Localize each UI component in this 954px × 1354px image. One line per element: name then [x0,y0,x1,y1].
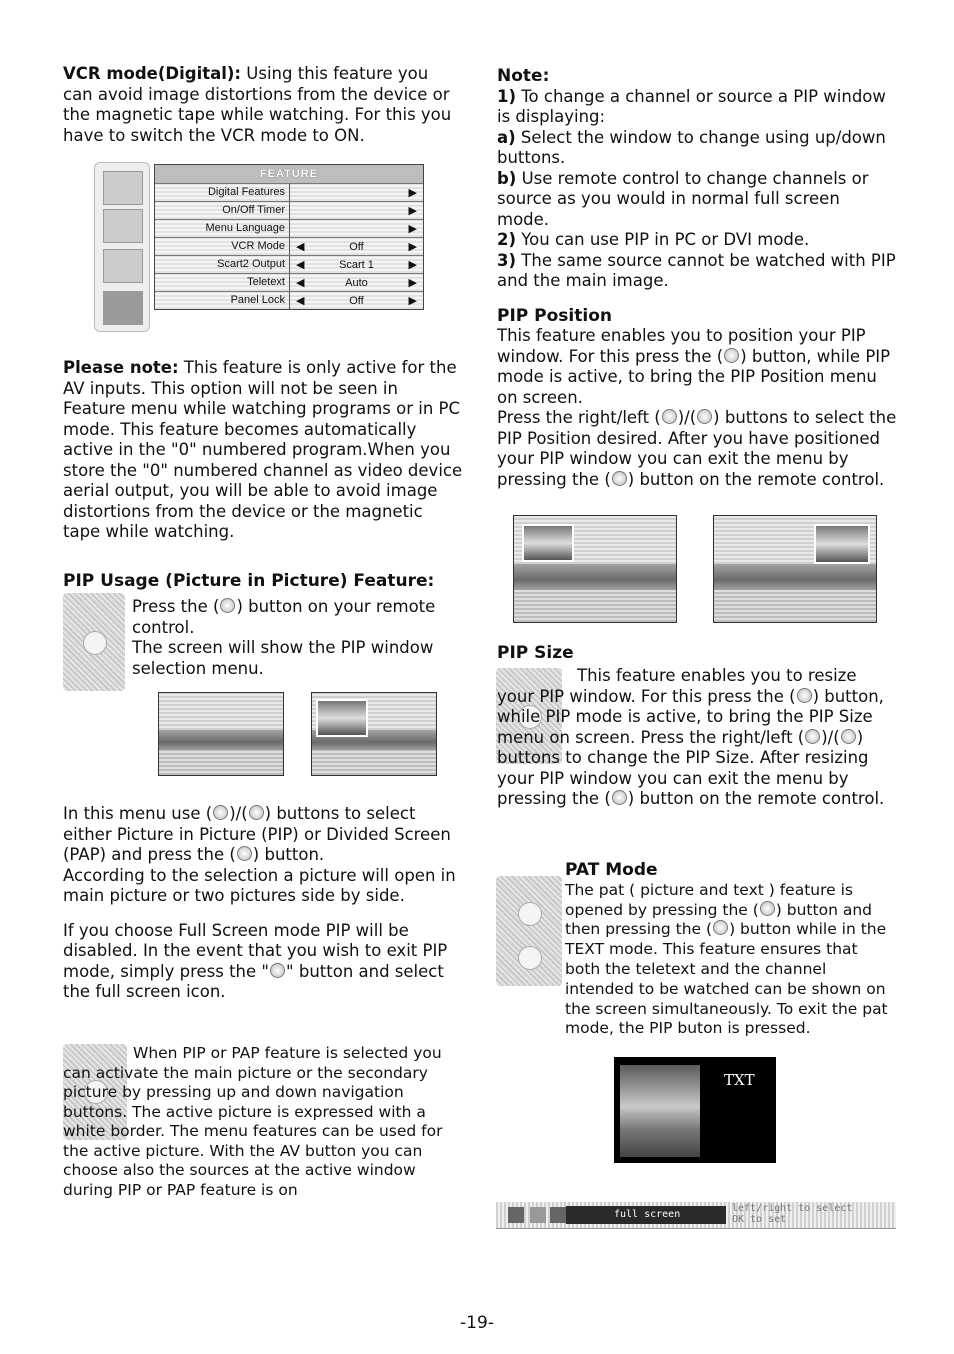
pat-c: ) button while in the TEXT mode. This feature ensures that both the teletext and the channel intended to be watched can be shown on the screen simultaneously. To exit the pat mode, the PIP buton is pressed. [565,920,888,1038]
arrow-left-icon[interactable]: ◀ [296,241,305,253]
menu-row-value [290,238,423,255]
menu-use-d: ) button. [252,845,325,864]
pat-icon-1 [518,902,542,926]
menu-row[interactable] [155,255,423,273]
menu-row-label: Menu Language [155,220,290,237]
install-icon [103,249,143,283]
pos-b: ) button, while PIP mode is active, to bring the PIP Position menu on screen. [497,346,891,407]
feature-menu [90,162,426,330]
pip-usage-t2: The screen will show the PIP window selection menu. [132,638,434,678]
note-heading: Note: [497,66,550,86]
tv-screenshot-position-1 [513,515,677,623]
left-arrow-icon [213,805,228,820]
pip-position-heading: PIP Position [497,305,612,326]
menu-icon [612,471,627,486]
menu-row[interactable] [155,237,423,255]
note-item-b-num: b) [497,168,517,188]
pip-size-text [497,666,897,810]
arrow-right-icon[interactable]: ▶ [408,259,417,271]
menu-row-label: Scart2 Output [155,256,290,273]
right-arrow-icon [249,805,264,820]
water-area [714,590,876,622]
note-item-2-num: 2) [497,230,517,249]
pos-d: )/( [677,408,697,427]
menu-icon-strip [94,162,150,332]
menu-row[interactable] [155,183,423,201]
pip-icon [220,598,235,613]
picture-icon [103,171,143,205]
pip-size-heading: PIP Size [497,643,574,663]
full-screen-label: full screen [566,1206,726,1224]
right-arrow-icon [805,729,820,744]
note-item-a: Select the window to change using up/down buttons. [497,127,886,167]
pat-picture [620,1065,700,1157]
left-arrow-icon [697,409,712,424]
note-item-3-num: 3) [497,250,517,270]
arrow-left-icon[interactable]: ◀ [296,259,305,271]
feature-icon [103,291,143,325]
pip-usage-heading: PIP Usage (Picture in Picture) Feature: [63,571,435,591]
pos-c: Press the right/left ( [497,408,661,427]
arrow-right-icon[interactable]: ▶ [408,187,417,199]
pos-a: This feature enables you to position your PIP window. For this press the ( [497,326,866,366]
active-block [63,1044,463,1200]
arrow-right-icon[interactable]: ▶ [408,277,417,289]
sound-icon [103,209,143,243]
arrow-right-icon[interactable]: ▶ [408,223,417,235]
menu-row[interactable] [155,291,423,309]
menu-row[interactable] [155,201,423,219]
menu-row-value [290,256,423,273]
menu-row-value [290,274,423,291]
please-note-paragraph [63,358,463,543]
pap-mode-icon [530,1207,546,1223]
active-text: When PIP or PAP feature is selected you can activate the main picture or the secondary picture by pressing up and down navigation buttons. The active picture is expressed with a white border. The menu features can be used for the active picture. With the AV button you can choose also the sources at the active window during PIP or PAP feature is on [63,1044,443,1199]
sky-area [159,693,283,730]
menu-header: FEATURE [155,165,423,183]
left-arrow-icon [841,729,856,744]
size-d: ) buttons to change the PIP Size. After resizing your PIP window you can exit the menu by pressing the ( [497,727,869,808]
menu-row-value [290,202,423,219]
please-note-heading: Please note: [63,358,179,377]
remote-pip-button-icon [63,593,125,691]
pip-usage-heading-wrap [63,571,473,592]
pat-b: ) button and then pressing the ( [565,900,872,939]
vcr-paragraph [63,64,463,146]
bar-hint-1: left/right to select [732,1203,853,1214]
pat-heading: PAT Mode [565,860,658,880]
bar-hint-2: OK to set [732,1214,787,1225]
menu-use-e: According to the selection a picture will open in main picture or two pictures side by side. [63,865,456,905]
fullscreen-b: " button and select the full screen icon. [63,961,444,1001]
arrow-left-icon[interactable]: ◀ [296,277,305,289]
ok-icon [237,846,252,861]
size-e: ) button on the remote control. [627,789,885,808]
size-b: ) button, while PIP mode is active, to bring the PIP Size menu on screen. Press the right/left ( [497,686,884,747]
arrow-right-icon[interactable]: ▶ [408,205,417,217]
right-column [497,66,897,490]
pip-usage-t1a: Press the ( [132,597,220,616]
menu-row-label: Digital Features [155,184,290,201]
fullscreen-mode-icon [550,1207,566,1223]
pip-window [316,699,368,737]
left-column [63,64,463,146]
menu-row-value [290,292,423,309]
menu-row-label: Panel Lock [155,292,290,309]
note-item-a-num: a) [497,127,516,147]
text-icon [713,920,728,935]
note-item-1-num: 1) [497,86,517,106]
pat-screenshot [614,1057,776,1163]
tv-screenshot-pap [311,692,437,776]
pip-icon [270,963,285,978]
menu-value-text: Scart 1 [339,258,374,271]
menu-use-a: In this menu use ( [63,804,213,823]
remote-pat-icon [496,876,562,986]
menu-use-b: )/( [229,804,248,823]
pat-block [565,861,896,1039]
pat-icon-2 [518,946,542,970]
size-a: This feature enables you to resize your PIP window. For this press the ( [497,666,857,706]
menu-row-label: VCR Mode [155,238,290,255]
water-area [514,590,676,622]
tv-screenshot-position-2 [713,515,877,623]
pip-window [814,524,870,564]
pip-position-icon [724,348,739,363]
fullscreen-a: If you choose Full Screen mode PIP will be disabled. In the event that you wish to exit PIP mode, simply press the " [63,920,448,981]
pip-window [522,524,574,562]
note-item-3: The same source cannot be watched with PIP and the main image. [497,250,896,290]
pip-mode-icon [508,1207,524,1223]
menu-row-label: On/Off Timer [155,202,290,219]
menu-row[interactable] [155,273,423,291]
water-area [159,750,283,775]
size-c: )/( [821,727,840,747]
arrow-right-icon[interactable]: ▶ [408,241,417,253]
menu-row-label: Teletext [155,274,290,291]
menu-use-block [63,804,463,1003]
arrow-left-icon[interactable]: ◀ [296,295,305,307]
feature-menu-table [154,164,424,310]
tv-screenshot-pip [158,692,284,776]
menu-icon [612,790,627,805]
right-arrow-icon [662,409,677,424]
bar-hint [732,1203,852,1225]
note-item-2: You can use PIP in PC or DVI mode. [516,230,810,249]
pip-icon [760,901,775,916]
pip-usage-text [132,597,463,679]
menu-row-value [290,220,423,237]
page-number: -19- [460,1313,494,1333]
pat-a: The pat ( picture and text ) feature is opened by pressing the ( [565,880,853,919]
menu-value-text: Auto [345,276,368,289]
pip-usage-t1b: ) button on your remote control. [132,597,436,637]
menu-row-value [290,184,423,201]
pip-selection-bar [496,1202,896,1229]
pip-size-heading-wrap [497,643,897,664]
arrow-right-icon[interactable]: ▶ [408,295,417,307]
pip-size-icon [797,688,812,703]
note-block [63,358,463,543]
vcr-heading: VCR mode(Digital): [63,64,242,83]
water-area [312,750,436,775]
pos-e: ) buttons to select the PIP Position desired. After you have positioned your PIP window you can exit the menu by pressing the ( [497,408,897,489]
menu-row[interactable] [155,219,423,237]
pip-button-icon [83,631,107,655]
vcr-text: Using this feature you can avoid image distortions from the device or the magnetic tape while watching. For this you have to switch the VCR mode to ON. [63,64,452,145]
menu-value-text: Off [349,240,364,253]
txt-label: TXT [724,1071,755,1089]
pos-f: ) button on the remote control. [627,469,885,489]
note-item-b: Use remote control to change channels or source as you would in normal full screen mode. [497,168,869,229]
menu-value-text: Off [349,294,364,307]
please-note-text: This feature is only active for the AV inputs. This option will not be seen in Feature menu while watching programs or in PC mode. This feature becomes automatically active in the "0" numbered program.When you store the "0" numbered channel as video device aerial output, you will be able to avoid image distortions from the device or the magnetic tape while watching. [63,358,463,541]
menu-use-c: ) buttons to select either Picture in Picture (PIP) or Divided Screen (PAP) and press the ( [63,804,451,864]
note-item-1: To change a channel or source a PIP window is displaying: [497,86,886,126]
